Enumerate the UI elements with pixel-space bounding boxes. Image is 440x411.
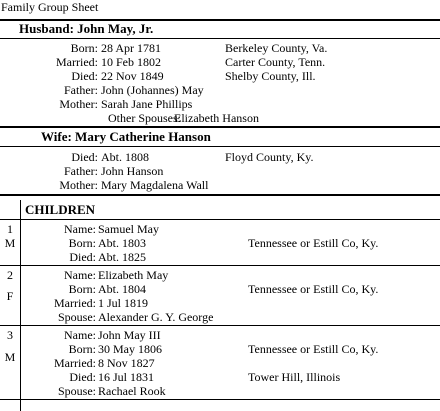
divider: [0, 38, 440, 39]
label: Other Spouses:: [108, 111, 181, 125]
husband-father: John (Johannes) May: [101, 83, 204, 97]
child-sex: M: [4, 350, 16, 364]
child-name: Samuel May: [98, 222, 159, 236]
child-name: John May III: [98, 328, 161, 342]
label: Father:: [64, 83, 98, 97]
label: Born:: [68, 342, 96, 356]
child-spouse: Rachael Rook: [98, 384, 166, 398]
child-died-date: Abt. 1825: [98, 250, 146, 264]
divider: [0, 146, 440, 147]
label: Name:: [64, 222, 96, 236]
divider: [0, 399, 440, 400]
label: Died:: [71, 69, 98, 83]
divider: [0, 325, 440, 326]
child-born-place: Tennessee or Estill Co, Ky.: [248, 236, 379, 250]
husband-mother: Sarah Jane Phillips: [101, 97, 193, 111]
child-died-place: Tower Hill, Illinois: [248, 370, 341, 384]
husband-born-place: Berkeley County, Va.: [225, 41, 328, 55]
children-heading: CHILDREN: [25, 202, 96, 217]
label: Born:: [70, 41, 98, 55]
child-born-place: Tennessee or Estill Co, Ky.: [248, 342, 379, 356]
child-name: Elizabeth May: [98, 268, 169, 282]
label: Mother:: [59, 97, 98, 111]
child-died-date: 16 Jul 1831: [98, 370, 155, 384]
child-number: 3: [7, 328, 13, 342]
label: Married:: [56, 55, 98, 69]
child-born-date: Abt. 1804: [98, 282, 146, 296]
wife-father: John Hanson: [101, 164, 164, 178]
child-born-date: 30 May 1806: [98, 342, 162, 356]
wife-mother: Mary Magdalena Wall: [101, 178, 209, 192]
label: Died:: [69, 370, 96, 384]
husband-heading: Husband: John May, Jr.: [19, 21, 154, 36]
label: Name:: [64, 268, 96, 282]
husband-born-date: 28 Apr 1781: [101, 41, 161, 55]
wife-heading: Wife: Mary Catherine Hanson: [41, 129, 211, 144]
child-sex: M: [4, 236, 16, 250]
husband-died-place: Shelby County, Ill.: [225, 69, 316, 83]
child-spouse: Alexander G. Y. George: [98, 310, 214, 324]
divider: [0, 265, 440, 266]
divider: [0, 194, 440, 196]
child-number: 1: [7, 222, 13, 236]
label: Spouse:: [57, 310, 96, 324]
label: Father:: [64, 164, 98, 178]
label: Born:: [68, 282, 96, 296]
label: Name:: [64, 328, 96, 342]
label: Married:: [54, 296, 96, 310]
label: Died:: [69, 250, 96, 264]
label: Born:: [68, 236, 96, 250]
child-sex: F: [6, 289, 14, 303]
child-married-date: 1 Jul 1819: [98, 296, 149, 310]
husband-married-place: Carter County, Tenn.: [225, 55, 326, 69]
child-born-date: Abt. 1803: [98, 236, 146, 250]
children-column-divider: [20, 200, 21, 411]
husband-died-date: 22 Nov 1849: [101, 69, 164, 83]
child-born-place: Tennessee or Estill Co, Ky.: [248, 282, 379, 296]
label: Mother:: [59, 178, 98, 192]
child-number: 2: [7, 268, 13, 282]
wife-died-date: Abt. 1808: [101, 150, 149, 164]
label: Married:: [54, 356, 96, 370]
sheet-title: Family Group Sheet: [1, 0, 99, 14]
label: Spouse:: [57, 384, 96, 398]
divider: [0, 219, 440, 220]
wife-died-place: Floyd County, Ky.: [225, 150, 314, 164]
label: Died:: [71, 150, 98, 164]
husband-other-spouses: Elizabeth Hanson: [174, 111, 259, 125]
divider: [0, 126, 440, 128]
husband-married-date: 10 Feb 1802: [101, 55, 161, 69]
child-married-date: 8 Nov 1827: [98, 356, 155, 370]
